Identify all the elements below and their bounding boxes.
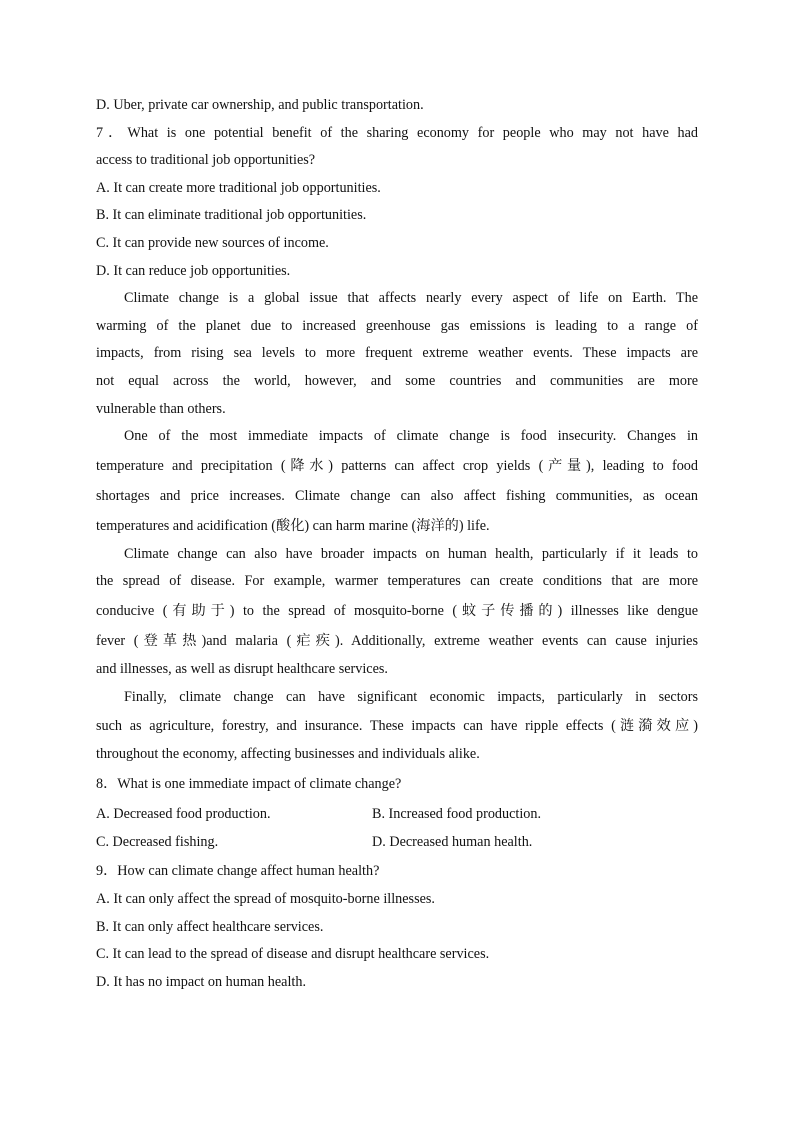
- paragraph-3-line-3: conducive (有助于) to the spread of mosquito-borne (蚊子传播的) illnesses like dengue: [96, 602, 698, 619]
- q9-option-a: A. It can only affect the spread of mosquito-borne illnesses.: [96, 891, 435, 908]
- q8-option-b: B. Increased food production.: [372, 805, 542, 822]
- paragraph-1-line-5: vulnerable than others.: [96, 400, 226, 417]
- q7-option-a: A. It can create more traditional job opportunities.: [96, 179, 381, 196]
- q8-option-d: D. Decreased human health.: [372, 833, 533, 850]
- q8-option-a: A. Decreased food production.: [96, 805, 271, 822]
- q9-stem: 9．How can climate change affect human health?: [96, 863, 380, 880]
- q9-option-c: C. It can lead to the spread of disease and disrupt healthcare services.: [96, 946, 490, 963]
- q8-stem: 8．What is one immediate impact of climate change?: [96, 775, 402, 792]
- q7-stem-line-2: access to traditional job opportunities?: [96, 152, 316, 169]
- paragraph-3-line-4: fever (登革热)and malaria (疟疾). Additionally, extreme weather events can cause injuries: [96, 632, 698, 649]
- paragraph-1-line-4: not equal across the world, however, and some countries and communities are more: [96, 372, 698, 389]
- paragraph-3-line-5: and illnesses, as well as disrupt healthcare services.: [96, 660, 388, 677]
- q7-option-c: C. It can provide new sources of income.: [96, 234, 329, 251]
- q7-option-d: D. It can reduce job opportunities.: [96, 262, 291, 279]
- paragraph-4-line-2: such as agriculture, forestry, and insurance. These impacts can have ripple effects (涟漪效应): [96, 718, 698, 735]
- q9-option-b: B. It can only affect healthcare services.: [96, 918, 324, 935]
- q8-options-row-1: [96, 799, 698, 829]
- q8-options-row-2: [96, 829, 698, 857]
- paragraph-3-line-2: the spread of disease. For example, warmer temperatures can create conditions that are more: [96, 573, 698, 590]
- paragraph-3-line-1: Climate change can also have broader impacts on human health, particularly if it leads to: [124, 545, 698, 562]
- q6-option-d: D. Uber, private car ownership, and public transportation.: [96, 97, 424, 113]
- paragraph-4-line-1: Finally, climate change can have significant economic impacts, particularly in sectors: [124, 688, 698, 705]
- paragraph-1-line-1: Climate change is a global issue that affects nearly every aspect of life on Earth. The: [124, 290, 698, 307]
- paragraph-1-line-3: impacts, from rising sea levels to more frequent extreme weather events. These impacts are: [96, 345, 698, 362]
- q9-option-d: D. It has no impact on human health.: [96, 974, 307, 991]
- paragraph-2-line-4: temperatures and acidification (酸化) can harm marine (海洋的) life.: [96, 517, 490, 534]
- paragraph-2-line-3: shortages and price increases. Climate change can also affect fishing communities, as ocean: [96, 487, 698, 504]
- paragraph-2-line-2: temperature and precipitation (降水) patterns can affect crop yields (产量), leading to food: [96, 457, 698, 474]
- paragraph-2-line-1: One of the most immediate impacts of climate change is food insecurity. Changes in: [124, 428, 698, 445]
- q8-option-c: C. Decreased fishing.: [96, 833, 219, 850]
- document-page: [96, 92, 698, 997]
- q7-stem-line-1: 7．What is one potential benefit of the sharing economy for people who may not have had: [96, 124, 698, 141]
- q7-option-b: B. It can eliminate traditional job opportunities.: [96, 207, 367, 224]
- paragraph-4-line-3: throughout the economy, affecting businesses and individuals alike.: [96, 746, 480, 763]
- paragraph-1-line-2: warming of the planet due to increased greenhouse gas emissions is leading to a range of: [96, 317, 698, 334]
